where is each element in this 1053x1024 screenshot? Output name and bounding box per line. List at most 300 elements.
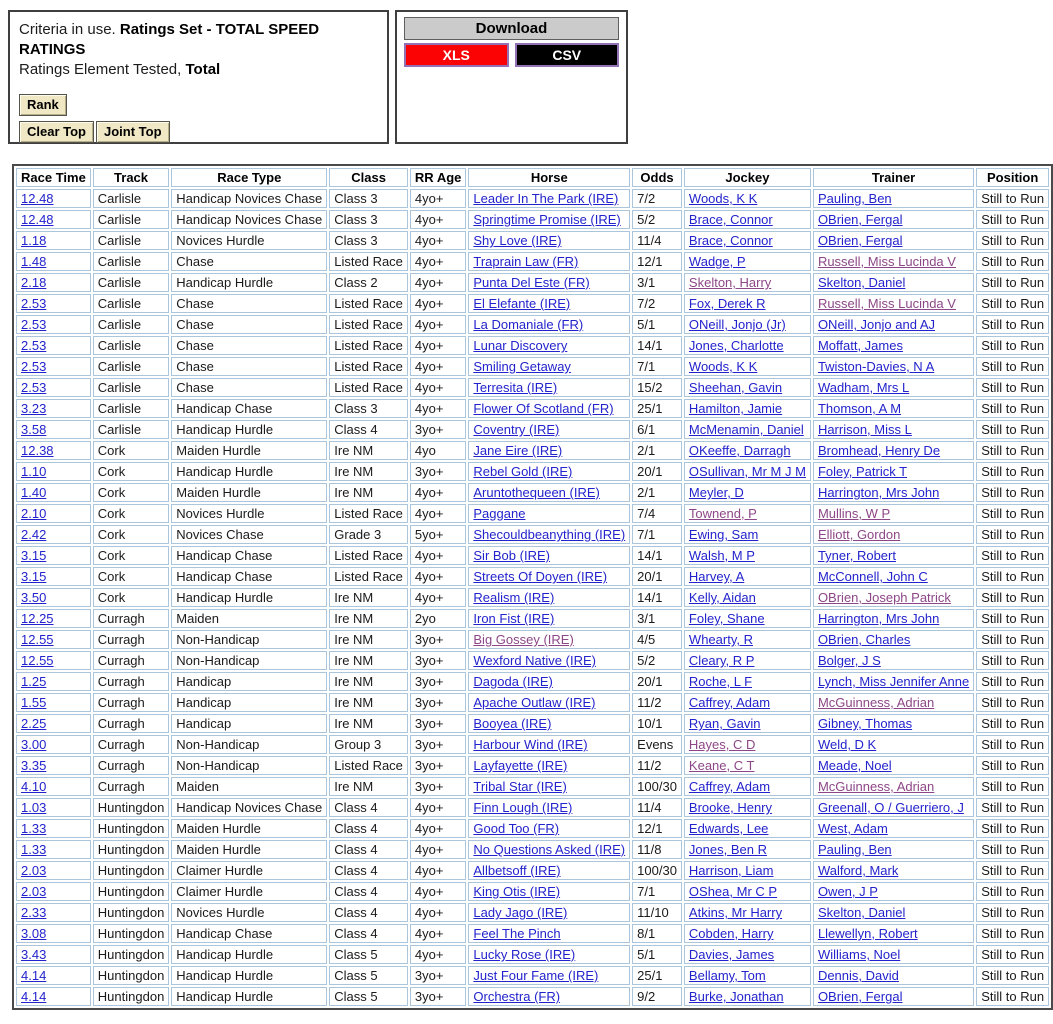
horse-link-cell [468, 693, 630, 712]
jockey-link[interactable]: Woods, K K [688, 359, 758, 374]
jockey-link-cell [684, 840, 811, 859]
jockey-link[interactable]: McMenamin, Daniel [688, 422, 804, 437]
horse-link-cell [468, 189, 630, 208]
table-row [16, 840, 1049, 859]
horse-link[interactable]: Dagoda (IRE) [473, 674, 553, 689]
class-cell: Class 4 [329, 798, 408, 817]
trainer-link[interactable]: Harrington, Mrs John [817, 611, 940, 626]
top-panels [8, 10, 974, 144]
horse-link[interactable]: Punta Del Este (FR) [473, 275, 590, 290]
race-type-cell: Handicap Chase [171, 924, 327, 943]
race-time-link[interactable]: 3.23 [21, 401, 47, 416]
jockey-link[interactable]: Jones, Charlotte [688, 338, 784, 353]
race-time-link[interactable]: 2.03 [21, 884, 47, 899]
race-time-link[interactable]: 2.10 [21, 506, 47, 521]
horse-link[interactable]: Rebel Gold (IRE) [473, 464, 573, 479]
jockey-link-cell [684, 609, 811, 628]
jockey-link[interactable]: Hamilton, Jamie [688, 401, 783, 416]
class-cell: Class 5 [329, 987, 408, 1006]
jockey-link[interactable]: Atkins, Mr Harry [688, 905, 783, 920]
trainer-link[interactable]: Mullins, W P [817, 506, 891, 521]
odds-cell: 9/2 [632, 987, 682, 1006]
race-time-link[interactable]: 2.53 [21, 380, 47, 395]
race-time-link[interactable]: 3.15 [21, 569, 47, 584]
odds-cell: 100/30 [632, 861, 682, 880]
jockey-link[interactable]: OSullivan, Mr M J M [688, 464, 806, 479]
table-row [16, 378, 1049, 397]
race-type-cell: Handicap Hurdle [171, 420, 327, 439]
trainer-link-cell [813, 231, 974, 250]
trainer-link[interactable]: Harrison, Miss L [817, 422, 912, 437]
horse-link-cell [468, 924, 630, 943]
trainer-link[interactable]: Russell, Miss Lucinda V [817, 296, 956, 311]
race-time-link[interactable]: 12.25 [21, 611, 54, 626]
table-row [16, 945, 1049, 964]
track-cell: Huntingdon [93, 861, 170, 880]
horse-link[interactable]: Sir Bob (IRE) [473, 548, 550, 563]
track-cell: Curragh [93, 756, 170, 775]
horse-link[interactable]: Terresita (IRE) [473, 380, 558, 395]
horse-link[interactable]: Flower Of Scotland (FR) [473, 401, 614, 416]
jockey-link[interactable]: Harvey, A [688, 569, 745, 584]
class-cell: Group 3 [329, 735, 408, 754]
class-cell: Class 2 [329, 273, 408, 292]
rr-age-cell: 4yo+ [410, 861, 466, 880]
trainer-link-cell [813, 525, 974, 544]
horse-link[interactable]: Just Four Fame (IRE) [473, 968, 599, 983]
position-cell: Still to Run [976, 903, 1049, 922]
class-cell: Class 4 [329, 819, 408, 838]
track-cell: Cork [93, 588, 170, 607]
trainer-link[interactable]: Foley, Patrick T [817, 464, 908, 479]
race-time-link[interactable]: 2.53 [21, 359, 47, 374]
race-time-link[interactable]: 3.15 [21, 548, 47, 563]
horse-link[interactable]: Tribal Star (IRE) [473, 779, 567, 794]
horse-link[interactable]: Lunar Discovery [473, 338, 568, 353]
jockey-link-cell [684, 462, 811, 481]
rr-age-cell: 4yo+ [410, 336, 466, 355]
jockey-link[interactable]: Cleary, R P [688, 653, 755, 668]
horse-link[interactable]: Finn Lough (IRE) [473, 800, 573, 815]
jockey-link-cell [684, 903, 811, 922]
horse-link[interactable]: Allbetsoff (IRE) [473, 863, 561, 878]
trainer-link-cell [813, 714, 974, 733]
jockey-link[interactable]: Brace, Connor [688, 212, 773, 227]
jockey-link[interactable]: Ewing, Sam [688, 527, 759, 542]
trainer-link[interactable]: Elliott, Gordon [817, 527, 901, 542]
trainer-link-cell [813, 189, 974, 208]
position-cell: Still to Run [976, 924, 1049, 943]
table-row [16, 357, 1049, 376]
position-cell: Still to Run [976, 315, 1049, 334]
trainer-link[interactable]: Harrington, Mrs John [817, 485, 940, 500]
trainer-link[interactable]: Russell, Miss Lucinda V [817, 254, 956, 269]
race-time-link[interactable]: 12.38 [21, 443, 54, 458]
table-body [16, 189, 1049, 1006]
jockey-link[interactable]: Cobden, Harry [688, 926, 774, 941]
table-row [16, 924, 1049, 943]
track-cell: Huntingdon [93, 798, 170, 817]
race-type-cell: Maiden Hurdle [171, 441, 327, 460]
trainer-link[interactable]: Pauling, Ben [817, 191, 892, 206]
download-xls-button[interactable]: XLS [404, 43, 509, 67]
race-time-link[interactable]: 2.53 [21, 296, 47, 311]
class-cell: Class 4 [329, 861, 408, 880]
race-time-link[interactable]: 2.25 [21, 716, 47, 731]
rank-button[interactable]: Rank [19, 94, 67, 116]
jockey-link[interactable]: Jones, Ben R [688, 842, 767, 857]
race-type-cell: Maiden Hurdle [171, 840, 327, 859]
odds-cell: 5/1 [632, 315, 682, 334]
horse-link-cell [468, 231, 630, 250]
race-type-cell: Handicap Chase [171, 546, 327, 565]
class-cell: Listed Race [329, 756, 408, 775]
race-type-cell: Handicap [171, 693, 327, 712]
race-time-link[interactable]: 3.58 [21, 422, 47, 437]
jockey-link[interactable]: Harrison, Liam [688, 863, 774, 878]
class-cell: Listed Race [329, 567, 408, 586]
trainer-link[interactable]: Wadham, Mrs L [817, 380, 910, 395]
trainer-link[interactable]: Meade, Noel [817, 758, 892, 773]
track-cell: Curragh [93, 735, 170, 754]
table-row [16, 462, 1049, 481]
jockey-link[interactable]: Davies, James [688, 947, 775, 962]
track-cell: Huntingdon [93, 882, 170, 901]
horse-link[interactable]: Shecouldbeanything (IRE) [473, 527, 626, 542]
class-cell: Ire NM [329, 651, 408, 670]
race-time-link-cell [16, 525, 91, 544]
horse-link[interactable]: Lucky Rose (IRE) [473, 947, 576, 962]
criteria-line-2 [19, 60, 379, 80]
horse-link[interactable]: Wexford Native (IRE) [473, 653, 596, 668]
jockey-link[interactable]: Bellamy, Tom [688, 968, 766, 983]
race-time-link-cell [16, 441, 91, 460]
rr-age-cell: 4yo+ [410, 273, 466, 292]
race-time-link[interactable]: 1.55 [21, 695, 47, 710]
jockey-link-cell [684, 714, 811, 733]
horse-link[interactable]: Lady Jago (IRE) [473, 905, 568, 920]
position-cell: Still to Run [976, 336, 1049, 355]
trainer-link[interactable]: West, Adam [817, 821, 888, 836]
race-time-link[interactable]: 1.10 [21, 464, 47, 479]
rr-age-cell: 3yo+ [410, 987, 466, 1006]
trainer-link[interactable]: Twiston-Davies, N A [817, 359, 935, 374]
position-cell: Still to Run [976, 273, 1049, 292]
position-cell: Still to Run [976, 756, 1049, 775]
clear-top-button[interactable]: Clear Top [19, 121, 94, 143]
race-time-link-cell [16, 819, 91, 838]
table-row [16, 861, 1049, 880]
column-header-horse: Horse [468, 168, 630, 187]
horse-link[interactable]: Booyea (IRE) [473, 716, 552, 731]
odds-cell: 6/1 [632, 420, 682, 439]
jockey-link[interactable]: Ryan, Gavin [688, 716, 761, 731]
jockey-link-cell [684, 567, 811, 586]
joint-top-button[interactable]: Joint Top [96, 121, 170, 143]
trainer-link[interactable]: McConnell, John C [817, 569, 928, 584]
race-time-link-cell [16, 798, 91, 817]
trainer-link[interactable]: Pauling, Ben [817, 842, 892, 857]
track-cell: Huntingdon [93, 819, 170, 838]
race-time-link[interactable]: 3.35 [21, 758, 47, 773]
race-time-link[interactable]: 2.53 [21, 338, 47, 353]
trainer-link[interactable]: OBrien, Fergal [817, 212, 903, 227]
odds-cell: 25/1 [632, 966, 682, 985]
horse-link[interactable]: Orchestra (FR) [473, 989, 561, 1004]
position-cell: Still to Run [976, 294, 1049, 313]
race-time-link[interactable]: 1.18 [21, 233, 47, 248]
trainer-link-cell [813, 945, 974, 964]
horse-link[interactable]: La Domaniale (FR) [473, 317, 584, 332]
horse-link-cell [468, 546, 630, 565]
race-time-link[interactable]: 3.08 [21, 926, 47, 941]
jockey-link[interactable]: Walsh, M P [688, 548, 755, 563]
horse-link-cell [468, 252, 630, 271]
trainer-link[interactable]: Moffatt, James [817, 338, 903, 353]
table-row [16, 987, 1049, 1006]
race-time-link[interactable]: 3.50 [21, 590, 47, 605]
table-row [16, 735, 1049, 754]
race-time-link[interactable]: 4.14 [21, 968, 47, 983]
rank-button-row [19, 94, 379, 116]
trainer-link[interactable]: Gibney, Thomas [817, 716, 913, 731]
trainer-link[interactable]: Bolger, J S [817, 653, 881, 668]
odds-cell: 5/1 [632, 945, 682, 964]
race-time-link[interactable]: 4.10 [21, 779, 47, 794]
criteria-panel [8, 10, 389, 144]
rr-age-cell: 4yo+ [410, 798, 466, 817]
position-cell: Still to Run [976, 735, 1049, 754]
trainer-link[interactable]: Bromhead, Henry De [817, 443, 941, 458]
race-time-link-cell [16, 336, 91, 355]
class-cell: Class 4 [329, 420, 408, 439]
trainer-link[interactable]: OBrien, Fergal [817, 989, 903, 1004]
trainer-link-cell [813, 315, 974, 334]
horse-link-cell [468, 714, 630, 733]
position-cell: Still to Run [976, 693, 1049, 712]
horse-link[interactable]: El Elefante (IRE) [473, 296, 571, 311]
horse-link[interactable]: Smiling Getaway [473, 359, 571, 374]
trainer-link-cell [813, 966, 974, 985]
race-time-link[interactable]: 1.33 [21, 842, 47, 857]
odds-cell: 14/1 [632, 546, 682, 565]
track-cell: Cork [93, 483, 170, 502]
horse-link[interactable]: Streets Of Doyen (IRE) [473, 569, 608, 584]
horse-link[interactable]: Apache Outlaw (IRE) [473, 695, 596, 710]
race-time-link-cell [16, 294, 91, 313]
trainer-link[interactable]: Thomson, A M [817, 401, 902, 416]
horse-link-cell [468, 273, 630, 292]
race-time-link[interactable]: 2.18 [21, 275, 47, 290]
jockey-link[interactable]: Caffrey, Adam [688, 695, 771, 710]
jockey-link[interactable]: Meyler, D [688, 485, 744, 500]
race-type-cell: Handicap Hurdle [171, 462, 327, 481]
trainer-link[interactable]: Walford, Mark [817, 863, 899, 878]
horse-link[interactable]: Harbour Wind (IRE) [473, 737, 588, 752]
odds-cell: 7/1 [632, 357, 682, 376]
table-row [16, 756, 1049, 775]
horse-link[interactable]: Layfayette (IRE) [473, 758, 568, 773]
position-cell: Still to Run [976, 462, 1049, 481]
jockey-link[interactable]: OKeeffe, Darragh [688, 443, 791, 458]
race-time-link[interactable]: 3.43 [21, 947, 47, 962]
trainer-link[interactable]: Lynch, Miss Jennifer Anne [817, 674, 970, 689]
class-cell: Class 4 [329, 840, 408, 859]
trainer-link-cell [813, 630, 974, 649]
trainer-link[interactable]: OBrien, Charles [817, 632, 911, 647]
class-cell: Ire NM [329, 777, 408, 796]
jockey-link[interactable]: OShea, Mr C P [688, 884, 778, 899]
trainer-link[interactable]: OBrien, Joseph Patrick [817, 590, 951, 605]
odds-cell: 11/2 [632, 693, 682, 712]
race-time-link[interactable]: 12.48 [21, 191, 54, 206]
race-time-link-cell [16, 504, 91, 523]
horse-link-cell [468, 483, 630, 502]
jockey-link[interactable]: Sheehan, Gavin [688, 380, 783, 395]
race-time-link[interactable]: 2.33 [21, 905, 47, 920]
race-time-link[interactable]: 12.48 [21, 212, 54, 227]
trainer-link-cell [813, 294, 974, 313]
race-type-cell: Novices Hurdle [171, 504, 327, 523]
trainer-link[interactable]: Skelton, Daniel [817, 275, 906, 290]
table-row [16, 651, 1049, 670]
jockey-link[interactable]: Townend, P [688, 506, 757, 521]
jockey-link[interactable]: Keane, C T [688, 758, 755, 773]
horse-link-cell [468, 777, 630, 796]
horse-link[interactable]: Iron Fist (IRE) [473, 611, 555, 626]
jockey-link-cell [684, 420, 811, 439]
horse-link[interactable]: Feel The Pinch [473, 926, 561, 941]
jockey-link[interactable]: Hayes, C D [688, 737, 756, 752]
trainer-link[interactable]: Greenall, O / Guerriero, J [817, 800, 964, 815]
class-cell: Ire NM [329, 609, 408, 628]
table-row [16, 336, 1049, 355]
odds-cell: 11/8 [632, 840, 682, 859]
download-panel [395, 10, 628, 144]
criteria-prefix: Criteria in use. [19, 21, 120, 38]
race-time-link[interactable]: 2.53 [21, 317, 47, 332]
race-time-link[interactable]: 1.48 [21, 254, 47, 269]
trainer-link[interactable]: Williams, Noel [817, 947, 901, 962]
table-row [16, 630, 1049, 649]
trainer-link[interactable]: ONeill, Jonjo and AJ [817, 317, 936, 332]
jockey-link[interactable]: Kelly, Aidan [688, 590, 756, 605]
horse-link[interactable]: Leader In The Park (IRE) [473, 191, 619, 206]
race-time-link[interactable]: 1.25 [21, 674, 47, 689]
position-cell: Still to Run [976, 882, 1049, 901]
race-time-link-cell [16, 609, 91, 628]
race-time-link-cell [16, 315, 91, 334]
class-cell: Class 4 [329, 924, 408, 943]
jockey-link[interactable]: Roche, L F [688, 674, 753, 689]
race-time-link[interactable]: 2.42 [21, 527, 47, 542]
track-cell: Curragh [93, 630, 170, 649]
trainer-link[interactable]: Tyner, Robert [817, 548, 896, 563]
track-cell: Carlisle [93, 210, 170, 229]
trainer-link[interactable]: Dennis, David [817, 968, 899, 983]
trainer-link[interactable]: OBrien, Fergal [817, 233, 903, 248]
jockey-link-cell [684, 231, 811, 250]
jockey-link[interactable]: Whearty, R [688, 632, 753, 647]
horse-link[interactable]: Traprain Law (FR) [473, 254, 579, 269]
race-time-link-cell [16, 420, 91, 439]
download-csv-button[interactable]: CSV [515, 43, 620, 67]
jockey-link[interactable]: Brooke, Henry [688, 800, 773, 815]
class-cell: Ire NM [329, 588, 408, 607]
race-time-link[interactable]: 2.03 [21, 863, 47, 878]
jockey-link[interactable]: Burke, Jonathan [688, 989, 784, 1004]
class-cell: Ire NM [329, 441, 408, 460]
trainer-link[interactable]: Owen, J P [817, 884, 878, 899]
track-cell: Carlisle [93, 189, 170, 208]
rr-age-cell: 3yo+ [410, 672, 466, 691]
horse-link[interactable]: King Otis (IRE) [473, 884, 561, 899]
rr-age-cell: 3yo+ [410, 420, 466, 439]
horse-link[interactable]: Realism (IRE) [473, 590, 555, 605]
race-time-link[interactable]: 1.33 [21, 821, 47, 836]
race-time-link[interactable]: 1.40 [21, 485, 47, 500]
horse-link[interactable]: Springtime Promise (IRE) [473, 212, 621, 227]
jockey-link[interactable]: Fox, Derek R [688, 296, 766, 311]
horse-link[interactable]: Shy Love (IRE) [473, 233, 562, 248]
horse-link[interactable]: Aruntothequeen (IRE) [473, 485, 600, 500]
jockey-link[interactable]: ONeill, Jonjo (Jr) [688, 317, 786, 332]
horse-link[interactable]: Coventry (IRE) [473, 422, 560, 437]
trainer-link-cell [813, 588, 974, 607]
race-type-cell: Handicap Novices Chase [171, 798, 327, 817]
horse-link[interactable]: No Questions Asked (IRE) [473, 842, 626, 857]
race-time-link[interactable]: 12.55 [21, 632, 54, 647]
race-time-link[interactable]: 1.03 [21, 800, 47, 815]
trainer-link[interactable]: Skelton, Daniel [817, 905, 906, 920]
race-time-link[interactable]: 3.00 [21, 737, 47, 752]
rr-age-cell: 4yo+ [410, 924, 466, 943]
trainer-link[interactable]: Weld, D K [817, 737, 877, 752]
race-type-cell: Handicap Novices Chase [171, 189, 327, 208]
horse-link[interactable]: Good Too (FR) [473, 821, 560, 836]
rr-age-cell: 4yo+ [410, 315, 466, 334]
class-cell: Listed Race [329, 252, 408, 271]
jockey-link[interactable]: Edwards, Lee [688, 821, 769, 836]
jockey-link[interactable]: Woods, K K [688, 191, 758, 206]
table-row [16, 819, 1049, 838]
rr-age-cell: 4yo+ [410, 294, 466, 313]
odds-cell: 8/1 [632, 924, 682, 943]
position-cell: Still to Run [976, 210, 1049, 229]
jockey-link[interactable]: Wadge, P [688, 254, 746, 269]
race-time-link[interactable]: 4.14 [21, 989, 47, 1004]
jockey-link[interactable]: Brace, Connor [688, 233, 773, 248]
jockey-link[interactable]: Foley, Shane [688, 611, 765, 626]
jockey-link-cell [684, 630, 811, 649]
race-time-link[interactable]: 12.55 [21, 653, 54, 668]
jockey-link[interactable]: Skelton, Harry [688, 275, 772, 290]
race-time-link-cell [16, 903, 91, 922]
race-type-cell: Handicap Hurdle [171, 588, 327, 607]
horse-link[interactable]: Paggane [473, 506, 526, 521]
track-cell: Cork [93, 441, 170, 460]
jockey-link-cell [684, 294, 811, 313]
position-cell: Still to Run [976, 420, 1049, 439]
trainer-link[interactable]: McGuinness, Adrian [817, 779, 935, 794]
trainer-link[interactable]: McGuinness, Adrian [817, 695, 935, 710]
jockey-link[interactable]: Caffrey, Adam [688, 779, 771, 794]
trainer-link[interactable]: Llewellyn, Robert [817, 926, 918, 941]
horse-link[interactable]: Jane Eire (IRE) [473, 443, 563, 458]
race-type-cell: Chase [171, 336, 327, 355]
column-header-class: Class [329, 168, 408, 187]
horse-link[interactable]: Big Gossey (IRE) [473, 632, 574, 647]
